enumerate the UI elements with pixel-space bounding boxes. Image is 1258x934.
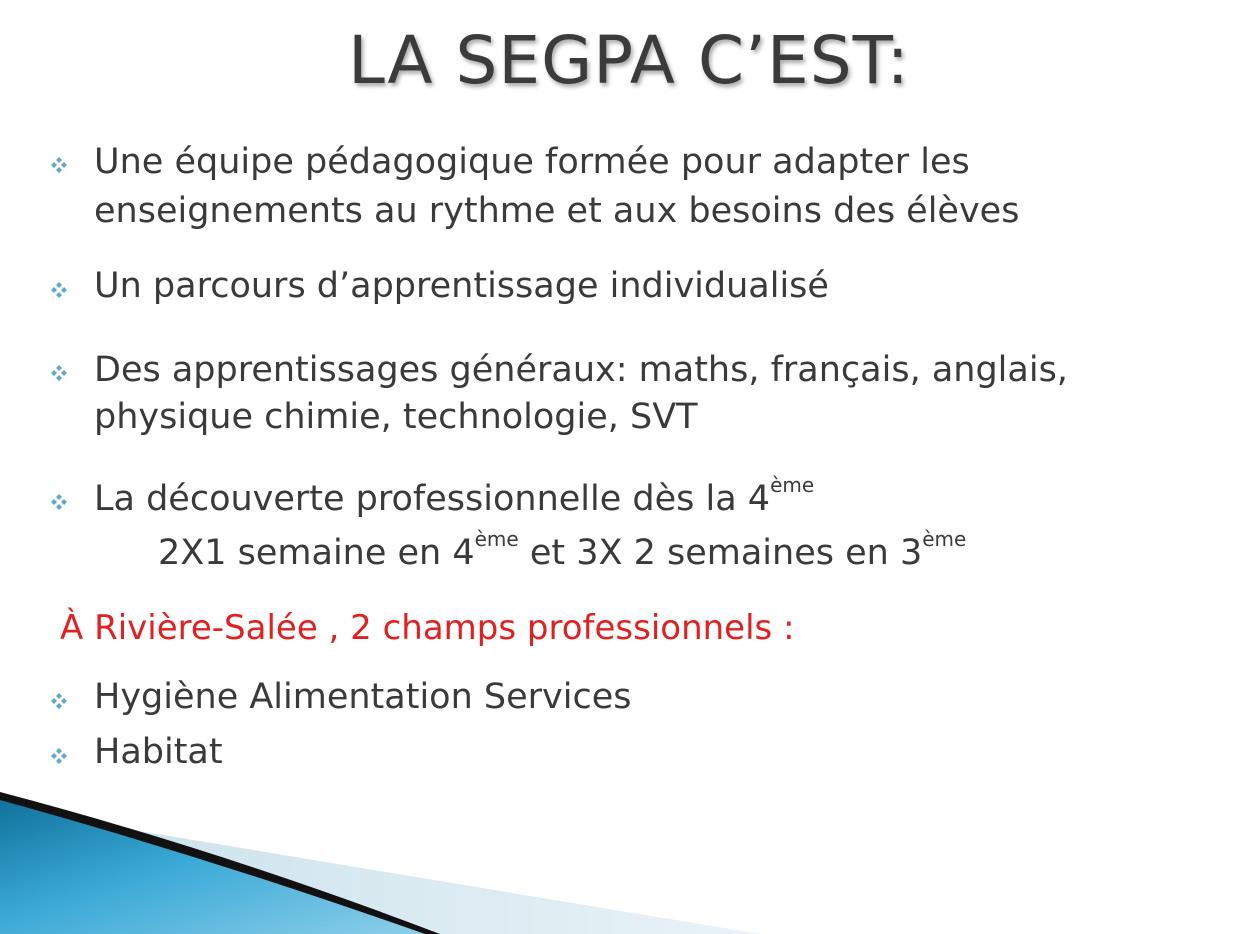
bullet-1-line-1: Une équipe pédagogique formée pour adapter les (94, 142, 970, 182)
diamond-bullet-icon (49, 280, 69, 300)
diamond-bullet-icon (49, 691, 69, 711)
diamond-bullet-icon (49, 746, 69, 766)
decouverte-text: La découverte professionnelle dès la 4 (94, 479, 771, 519)
bullet-2-line-1: Un parcours d’apprentissage individualisé (94, 266, 829, 306)
decouverte-detail-sup1: ème (474, 527, 519, 551)
bullet-3-line-1: Des apprentissages généraux: maths, français, anglais, (94, 350, 1068, 390)
diamond-bullet-icon (49, 363, 69, 383)
decouverte-detail-line (158, 527, 967, 575)
diamond-bullet-icon (49, 492, 69, 512)
decouverte-line (94, 473, 815, 521)
champs-heading: À Rivière-Salée , 2 champs professionnels : (60, 608, 795, 648)
bullet-1-line-2: enseignements au rythme et aux besoins des élèves (94, 191, 1020, 231)
decouverte-detail-part2: et 3X 2 semaines en 3 (518, 533, 923, 573)
slide-title: LA SEGPA C’EST: (348, 22, 910, 99)
decouverte-sup: ème (770, 473, 815, 497)
champs-item-2: Habitat (94, 732, 223, 772)
decorative-swoosh (0, 780, 760, 934)
decouverte-detail-part1: 2X1 semaine en 4 (158, 533, 475, 573)
decouverte-detail-sup2: ème (922, 527, 967, 551)
diamond-bullet-icon (49, 155, 69, 175)
champs-item-1: Hygiène Alimentation Services (94, 677, 632, 717)
bullet-3-line-2: physique chimie, technologie, SVT (94, 397, 698, 437)
